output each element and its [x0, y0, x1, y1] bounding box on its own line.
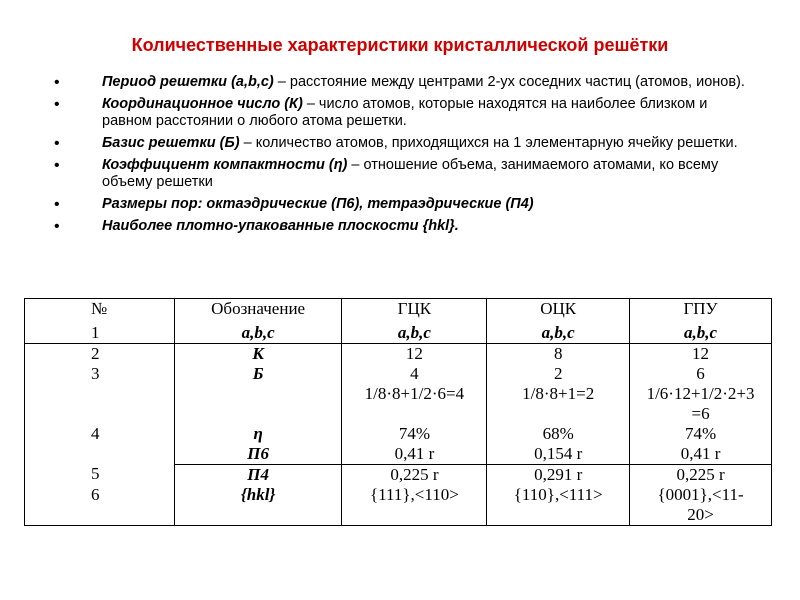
- list-item: [50, 96, 760, 130]
- hcp-formula: [630, 384, 772, 424]
- hcp-cell: 0,41 r: [630, 444, 772, 465]
- symbol-cell: Б: [174, 364, 342, 384]
- list-item: [50, 135, 760, 152]
- header-cell: №: [25, 299, 175, 323]
- bcc-cell: 0,154 r: [487, 444, 630, 465]
- hcp-cell: a,b,c: [630, 323, 772, 344]
- hcp-formula-line: =6: [691, 403, 710, 423]
- row-number: 6: [25, 485, 175, 526]
- bullet-icon: •: [54, 196, 60, 213]
- definition: – число атомов, которые находятся на наиболее близком и равном расстоянии о любого атома решетки.: [102, 96, 708, 129]
- hcp-cell-line: 20>: [687, 504, 714, 524]
- fcc-cell: 0,225 r: [342, 464, 487, 485]
- term: Коэффициент компактности (η): [102, 157, 348, 173]
- fcc-cell: 4: [342, 364, 487, 384]
- symbol-cell: П6: [174, 444, 342, 465]
- symbol-cell: η: [174, 424, 342, 444]
- symbol-cell: П4: [174, 464, 342, 485]
- fcc-cell: 74%: [342, 424, 487, 444]
- fcc-cell: a,b,c: [342, 323, 487, 344]
- table-header-row: [25, 299, 772, 323]
- fcc-cell: 0,41 r: [342, 444, 487, 465]
- bullet-icon: •: [54, 218, 60, 235]
- hcp-formula-line: 1/6·12+1/2·2+3: [646, 383, 755, 403]
- term: Размеры пор: октаэдрические (П6), тетраэдрические (П4): [102, 196, 534, 212]
- row-number: 3: [25, 364, 175, 384]
- list-item: [50, 157, 760, 191]
- term: Наиболее плотно-упакованные плоскости {hkl}.: [102, 218, 459, 234]
- list-item: [50, 74, 760, 91]
- hcp-cell: 12: [630, 343, 772, 364]
- bcc-cell: 68%: [487, 424, 630, 444]
- bcc-formula: 1/8·8+1=2: [487, 384, 630, 424]
- fcc-formula: 1/8·8+1/2·6=4: [342, 384, 487, 424]
- definitions-list: [50, 74, 760, 240]
- bcc-cell: 2: [487, 364, 630, 384]
- fcc-cell: {111},<110>: [342, 485, 487, 526]
- definition: – отношение объема, занимаемого атомами, ко всему объему решетки: [102, 157, 719, 190]
- row-number: 5: [25, 464, 175, 485]
- term: Координационное число (К): [102, 96, 303, 112]
- slide-title: Количественные характеристики кристаллической решётки: [131, 35, 669, 55]
- table-row: [25, 364, 772, 384]
- bullet-icon: •: [54, 157, 60, 174]
- symbol-cell: К: [174, 343, 342, 364]
- row-number: 2: [25, 343, 175, 364]
- term: Базис решетки (Б): [102, 135, 240, 151]
- table-row: [25, 424, 772, 444]
- bullet-icon: •: [54, 74, 60, 91]
- symbol-cell: {hkl}: [174, 485, 342, 526]
- symbol-cell: a,b,c: [174, 323, 342, 344]
- table-row: [25, 444, 772, 465]
- lattice-properties-table: [24, 298, 772, 526]
- bullet-icon: •: [54, 135, 60, 152]
- bullet-icon: •: [54, 96, 60, 113]
- header-cell: ОЦК: [487, 299, 630, 323]
- header-cell: ГЦК: [342, 299, 487, 323]
- row-number: 1: [25, 323, 175, 344]
- table-row: [25, 343, 772, 364]
- hcp-cell: 0,225 r: [630, 464, 772, 485]
- hcp-cell: 6: [630, 364, 772, 384]
- hcp-cell: 74%: [630, 424, 772, 444]
- hcp-cell: [630, 485, 772, 526]
- table-row: [25, 464, 772, 485]
- list-item: [50, 218, 760, 235]
- row-number: 4: [25, 424, 175, 444]
- bcc-cell: 8: [487, 343, 630, 364]
- definition: – расстояние между центрами 2-ух соседних частиц (атомов, ионов).: [273, 74, 745, 90]
- hcp-cell-line: {0001},<11-: [657, 484, 744, 504]
- list-item: [50, 196, 760, 213]
- bcc-cell: {110},<111>: [487, 485, 630, 526]
- table-row: [25, 485, 772, 526]
- table-row: [25, 323, 772, 344]
- header-cell: ГПУ: [630, 299, 772, 323]
- fcc-cell: 12: [342, 343, 487, 364]
- table-row: [25, 384, 772, 424]
- definition: – количество атомов, приходящихся на 1 элементарную ячейку решетки.: [239, 135, 738, 151]
- bcc-cell: a,b,c: [487, 323, 630, 344]
- header-cell: Обозначение: [174, 299, 342, 323]
- term: Период решетки (a,b,c): [102, 74, 274, 90]
- bcc-cell: 0,291 r: [487, 464, 630, 485]
